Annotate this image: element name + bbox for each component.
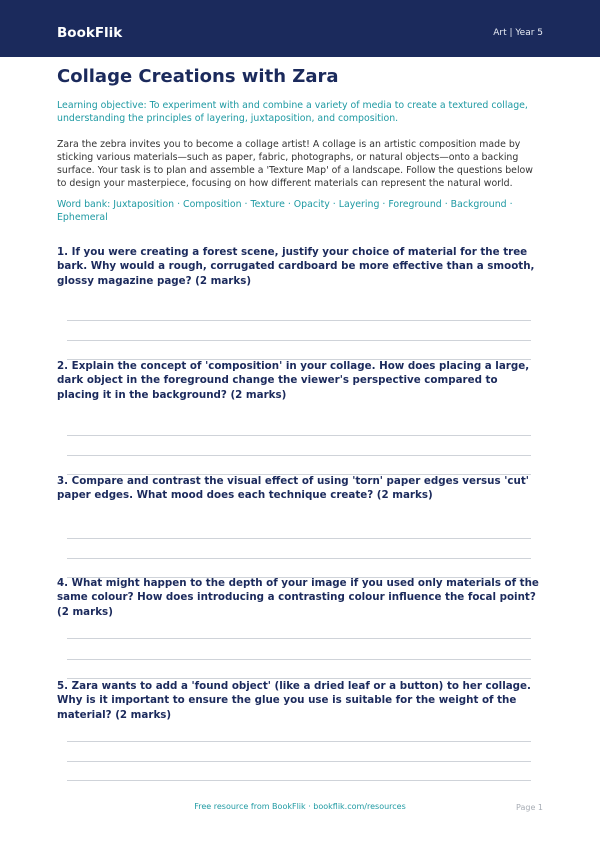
page-title: Collage Creations with Zara (57, 66, 339, 87)
header-bar (0, 0, 600, 57)
answer-line[interactable] (67, 558, 531, 559)
answer-line[interactable] (67, 780, 531, 781)
question-1: 1. If you were creating a forest scene, justify your choice of material for the tree bark. Why would a rough, corrugated cardboard be more effective than a smooth, glossy magazine page? (2 marks) (57, 246, 535, 287)
footer-text[interactable]: Free resource from BookFlik · bookflik.com/resources (194, 802, 406, 811)
answer-line[interactable] (67, 538, 531, 539)
subject-label: Art | Year 5 (493, 28, 543, 38)
intro-paragraph: Zara the zebra invites you to become a collage artist! A collage is an artistic composition made by sticking various materials—such as paper, fabric, photographs, or natural objects—onto a backing surface. Your task is to plan and assemble a 'Texture Map' of a landscape. Follow the questions below to design your masterpiece, focusing on how different materials can represent the natural world. (57, 139, 533, 189)
answer-line[interactable] (67, 320, 531, 321)
question-2: 2. Explain the concept of 'composition' in your collage. How does placing a large, dark object in the foreground change the viewer's perspective compared to placing it in the background? (2 marks) (57, 360, 530, 401)
learning-objective: Learning objective: To experiment with and combine a variety of media to create a textured collage, understanding the principles of layering, juxtaposition, and composition. (57, 100, 528, 124)
answer-line[interactable] (67, 659, 531, 660)
question-4: 4. What might happen to the depth of your image if you used only materials of the same colour? How does introducing a contrasting colour influence the focal point? (2 marks) (57, 577, 539, 618)
answer-line[interactable] (67, 435, 531, 436)
answer-line[interactable] (67, 761, 531, 762)
question-3: 3. Compare and contrast the visual effect of using 'torn' paper edges versus 'cut' paper edges. What mood does each technique create? (2 marks) (57, 475, 529, 502)
question-5: 5. Zara wants to add a 'found object' (like a dried leaf or a button) to her collage. Why is it important to ensure the glue you use is suitable for the weight of the material? (2 marks) (57, 680, 531, 721)
page-number: Page 1 (516, 803, 543, 812)
answer-line[interactable] (67, 638, 531, 639)
word-bank: Word bank: Juxtaposition · Composition · Texture · Opacity · Layering · Foreground · Background · Ephemeral (57, 199, 513, 223)
brand-logo-text[interactable]: BookFlik (57, 25, 123, 41)
answer-line[interactable] (67, 741, 531, 742)
answer-line[interactable] (67, 340, 531, 341)
answer-line[interactable] (67, 455, 531, 456)
